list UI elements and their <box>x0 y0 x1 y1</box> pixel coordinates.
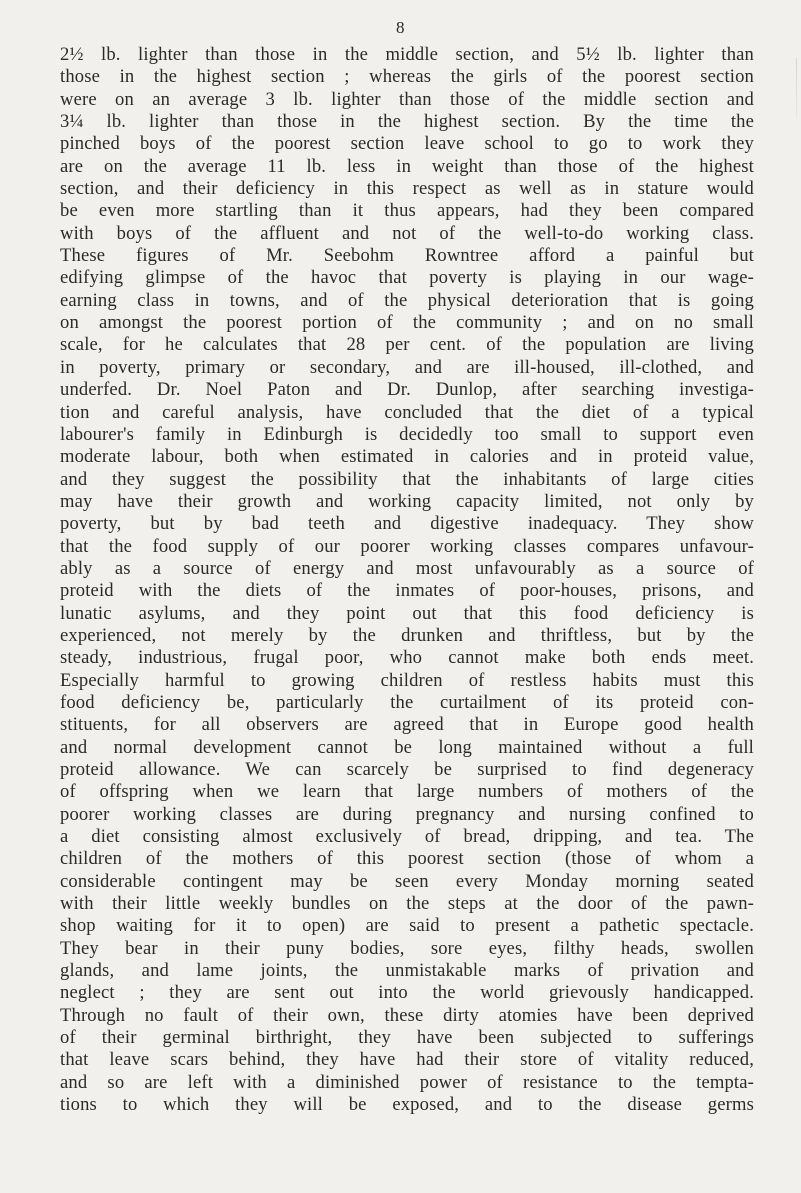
text-line: 2½ lb. lighter than those in the middle section, and 5½ lb. lighter than <box>60 44 754 65</box>
text-line: of offspring when we learn that large numbers of mothers of the <box>60 781 754 803</box>
text-line: stituents, for all observers are agreed that in Europe good health <box>60 714 754 736</box>
text-line: considerable contingent may be seen every Monday morning seated <box>60 870 754 892</box>
text-line: of their germinal birthright, they have been subjected to sufferings <box>60 1027 754 1049</box>
text-line: labourer's family in Edinburgh is decidedly too small to support even <box>60 423 754 445</box>
text-line: children of the mothers of this poorest section (those of whom a <box>60 848 754 870</box>
text-line: with boys of the affluent and not of the well-to-do working class. <box>60 222 754 244</box>
text-line: may have their growth and working capacity limited, not only by <box>60 490 754 512</box>
text-line: 3¼ lb. lighter than those in the highest section. By the time the <box>60 111 754 133</box>
text-line: Especially harmful to growing children of restless habits must this <box>60 669 754 691</box>
text-line: They bear in their puny bodies, sore eyes, filthy heads, swollen <box>60 937 754 959</box>
text-line: tions to which they will be exposed, and to the disease germs <box>60 1094 754 1116</box>
text-line: moderate labour, both when estimated in calories and in proteid value, <box>60 446 754 468</box>
text-line: those in the highest section ; whereas the girls of the poorest section <box>60 66 754 88</box>
text-line: poverty, but by bad teeth and digestive inadequacy. They show <box>60 513 754 535</box>
text-line: steady, industrious, frugal poor, who cannot make both ends meet. <box>60 647 754 669</box>
text-line: tion and careful analysis, have concluded that the diet of a typical <box>60 401 754 423</box>
text-line: are on the average 11 lb. less in weight than those of the highest <box>60 155 754 177</box>
text-line: a diet consisting almost exclusively of bread, dripping, and tea. The <box>60 826 754 848</box>
text-line: food deficiency be, particularly the curtailment of its proteid con- <box>60 691 754 713</box>
text-line: neglect ; they are sent out into the world grievously handicapped. <box>60 982 754 1004</box>
text-line: and they suggest the possibility that the inhabitants of large cities <box>60 468 754 490</box>
text-line: scale, for he calculates that 28 per cent. of the population are living <box>60 334 754 356</box>
text-line: ably as a source of energy and most unfavourably as a source of <box>60 557 754 579</box>
text-line: poorer working classes are during pregnancy and nursing confined to <box>60 803 754 825</box>
text-line: in poverty, primary or secondary, and are ill-housed, ill-clothed, and <box>60 356 754 378</box>
text-line: were on an average 3 lb. lighter than those of the middle section and <box>60 88 754 110</box>
text-line: proteid with the diets of the inmates of poor-houses, prisons, and <box>60 580 754 602</box>
text-line: earning class in towns, and of the physical deterioration that is going <box>60 289 754 311</box>
text-line: experienced, not merely by the drunken and thriftless, but by the <box>60 624 754 646</box>
text-line: that leave scars behind, they have had their store of vitality reduced, <box>60 1049 754 1071</box>
text-line: proteid allowance. We can scarcely be surprised to find degeneracy <box>60 759 754 780</box>
text-line: These figures of Mr. Seebohm Rowntree afford a painful but <box>60 245 754 267</box>
text-line: section, and their deficiency in this respect as well as in stature would <box>60 178 754 200</box>
text-line: glands, and lame joints, the unmistakable marks of privation and <box>60 960 754 982</box>
text-line: edifying glimpse of the havoc that poverty is playing in our wage- <box>60 267 754 289</box>
body-paragraph <box>60 44 754 1117</box>
text-line: underfed. Dr. Noel Paton and Dr. Dunlop, after searching investiga- <box>60 379 754 401</box>
text-line: be even more startling than it thus appears, had they been compared <box>60 200 754 222</box>
text-line: that the food supply of our poorer working classes compares unfavour- <box>60 535 754 557</box>
text-line: lunatic asylums, and they point out that this food deficiency is <box>60 602 754 624</box>
text-line: Through no fault of their own, these dirty atomies have been deprived <box>60 1004 754 1026</box>
text-line: on amongst the poorest portion of the community ; and on no small <box>60 312 754 334</box>
text-line: shop waiting for it to open) are said to present a pathetic spectacle. <box>60 915 754 937</box>
page-number: 8 <box>396 18 405 37</box>
text-line: with their little weekly bundles on the steps at the door of the pawn- <box>60 893 754 915</box>
page-edge-shadow <box>796 58 797 118</box>
text-line: pinched boys of the poorest section leave school to go to work they <box>60 133 754 155</box>
text-line: and so are left with a diminished power of resistance to the tempta- <box>60 1071 754 1093</box>
text-line: and normal development cannot be long maintained without a full <box>60 736 754 758</box>
